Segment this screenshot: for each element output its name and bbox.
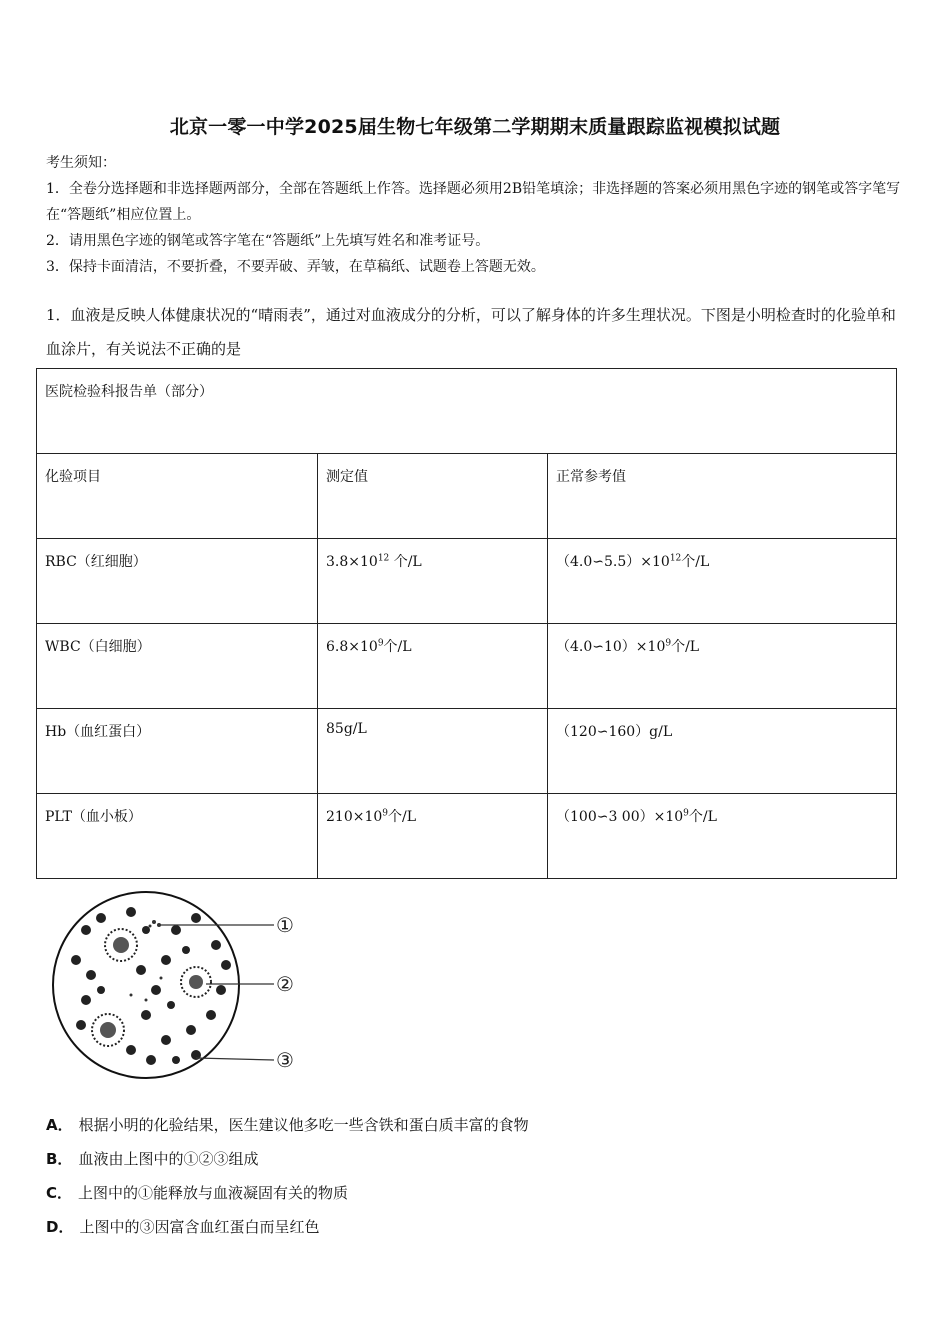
report-title-row [37,369,897,454]
label-1: ① [276,913,294,937]
option-text: 上图中的③因富含血红蛋白而呈红色 [79,1218,320,1236]
notice-item: 1．全卷分选择题和非选择题两部分，全部在答题纸上作答。选择题必须用2B铅笔填涂；非选择题的答案必须用黑色字迹的钢笔或答字笔写在“答题纸”相应位置上。 [46,181,901,223]
table-row [37,624,897,709]
notice-heading: 考生须知： [46,155,116,171]
option-a[interactable] [46,1112,906,1146]
notice-item: 2．请用黑色字迹的钢笔或答字笔在“答题纸”上先填写姓名和准考证号。 [46,233,490,249]
cell-reference: $(4.0∽5.5)\times 10^{12}$个/L [548,539,897,624]
option-d[interactable] [46,1214,906,1248]
table-row [37,794,897,879]
option-b[interactable] [46,1146,906,1180]
cell-item: WBC（白细胞） [37,624,318,709]
report-header-row [37,454,897,539]
smear-field [53,892,239,1078]
option-letter: A． [46,1116,73,1134]
option-text: 上图中的①能释放与血液凝固有关的物质 [78,1184,349,1202]
header-value: 测定值 [318,454,548,539]
exam-notice [46,150,906,280]
cell-reference: （100∽3 $00)\times 10^9$个/L [548,794,897,879]
cell-value: $6.8\times 10^9$个/L [318,624,548,709]
header-reference: 正常参考值 [548,454,897,539]
option-text: 血液由上图中的①②③组成 [78,1150,259,1168]
cell-item: RBC（红细胞） [37,539,318,624]
cell-value: $3.8\times 10^{12}$ 个/L [318,539,548,624]
cell-item: PLT（血小板） [37,794,318,879]
label-2: ② [276,972,294,996]
cell-value: $210\times 10^9$个/L [318,794,548,879]
notice-item: 3．保持卡面清洁，不要折叠，不要弄破、弄皱，在草稿纸、试题卷上答题无效。 [46,259,545,275]
label-3: ③ [276,1048,294,1072]
option-letter: C． [46,1184,73,1202]
lab-report-table [36,368,897,879]
cell-reference: （120∽160）g/L [548,709,897,794]
option-letter: B． [46,1150,73,1168]
cell-item: Hb（血红蛋白） [37,709,318,794]
option-text: 根据小明的化验结果，医生建议他多吃一些含铁和蛋白质丰富的食物 [78,1116,529,1134]
table-row [37,709,897,794]
answer-options [46,1112,906,1248]
blood-smear-figure [46,890,316,1085]
cell-reference: $(4.0∽10)\times 10^9$个/L [548,624,897,709]
report-title: 医院检验科报告单（部分） [37,369,897,454]
option-letter: D． [46,1218,74,1236]
cell-value: 85g/L [318,709,548,794]
page-title: 北京一零一中学2025届生物七年级第二学期期末质量跟踪监视模拟试题 [169,116,781,138]
question-stem: 1．血液是反映人体健康状况的“晴雨表”，通过对血液成分的分析，可以了解身体的许多生理状况。下图是小明检查时的化验单和血涂片，有关说法不正确的是 [46,306,896,358]
header-item: 化验项目 [37,454,318,539]
table-row [37,539,897,624]
option-c[interactable] [46,1180,906,1214]
